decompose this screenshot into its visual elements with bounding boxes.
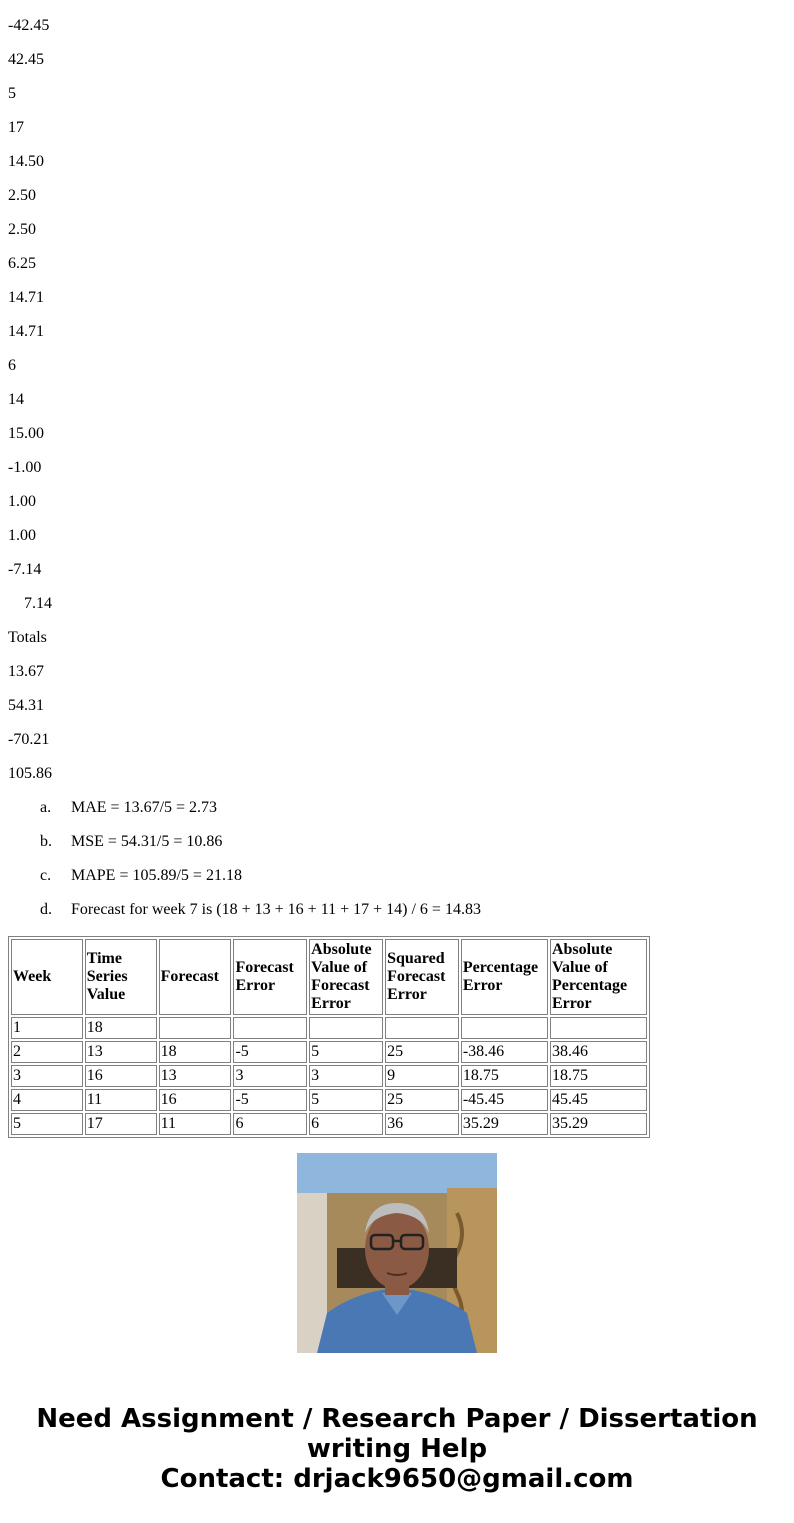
value-line: 1.00 [8,527,36,544]
header-week: Week [11,939,83,1015]
table-cell: 36 [385,1113,459,1135]
forecast-table-container [8,936,650,1132]
contact-banner [0,1404,794,1494]
answer-letter: b. [40,833,52,850]
value-line: -7.14 [8,561,42,578]
banner-line-2: writing Help [306,1434,488,1464]
value-line: 2.50 [8,221,36,238]
value-line: 1.00 [8,493,36,510]
table-cell: -45.45 [461,1089,548,1111]
author-photo [297,1153,497,1353]
table-row [11,1065,647,1087]
header-forecast-error: Forecast Error [233,939,307,1015]
table-cell: 3 [11,1065,83,1087]
value-line: 54.31 [8,697,44,714]
table-cell: 3 [233,1065,307,1087]
table-cell: 25 [385,1041,459,1063]
table-cell: 16 [85,1065,157,1087]
forecast-table [8,936,650,1138]
table-cell [550,1017,647,1039]
answer-letter: d. [40,901,52,918]
answer-text: MAE = 13.67/5 = 2.73 [71,799,218,816]
value-line: 13.67 [8,663,44,680]
table-cell: 25 [385,1089,459,1111]
banner-contact: Contact: drjack9650@gmail.com [160,1464,634,1494]
answer-item [40,901,481,935]
value-line: 105.86 [8,765,52,782]
table-cell: 45.45 [550,1089,647,1111]
value-line: 14.50 [8,153,44,170]
value-line: 15.00 [8,425,44,442]
table-cell: 5 [309,1041,383,1063]
table-cell: 5 [11,1113,83,1135]
table-cell: 13 [85,1041,157,1063]
table-cell: -5 [233,1089,307,1111]
value-line: 14.71 [8,323,44,340]
portrait-image [297,1153,497,1353]
value-line: 2.50 [8,187,36,204]
banner-line-1: Need Assignment / Research Paper / Dissertation [36,1404,758,1434]
table-cell: 13 [159,1065,232,1087]
table-cell [309,1017,383,1039]
value-line: 6.25 [8,255,36,272]
header-forecast: Forecast [159,939,232,1015]
value-line: -1.00 [8,459,42,476]
value-line: 42.45 [8,51,44,68]
value-line: 6 [8,357,16,374]
answer-text: MAPE = 105.89/5 = 21.18 [71,867,242,884]
table-cell: 5 [309,1089,383,1111]
table-cell: 18 [159,1041,232,1063]
value-line: -42.45 [8,17,50,34]
table-cell: 16 [159,1089,232,1111]
answer-item [40,833,481,867]
answer-item [40,799,481,833]
answer-list [40,799,481,935]
table-cell: 35.29 [461,1113,548,1135]
table-row [11,1113,647,1135]
value-line: Totals [8,629,47,646]
table-cell [385,1017,459,1039]
answer-text: Forecast for week 7 is (18 + 13 + 16 + 11 + 17 + 14) / 6 = 14.83 [71,901,481,918]
value-list [8,17,52,799]
table-cell: 35.29 [550,1113,647,1135]
header-abs-percentage-error: Absolute Value of Percentage Error [550,939,647,1015]
table-cell: 17 [85,1113,157,1135]
answer-text: MSE = 54.31/5 = 10.86 [71,833,223,850]
table-cell: 1 [11,1017,83,1039]
table-cell: 11 [159,1113,232,1135]
table-cell [159,1017,232,1039]
table-cell: 18.75 [461,1065,548,1087]
header-squared-forecast-error: Squared Forecast Error [385,939,459,1015]
table-cell [461,1017,548,1039]
header-time-series-value: Time Series Value [85,939,157,1015]
table-cell: 4 [11,1089,83,1111]
table-cell: 6 [233,1113,307,1135]
value-line: 14 [8,391,24,408]
table-cell: -38.46 [461,1041,548,1063]
value-line: 17 [8,119,24,136]
table-cell [233,1017,307,1039]
table-cell: 38.46 [550,1041,647,1063]
value-line: 14.71 [8,289,44,306]
answer-letter: a. [40,799,52,816]
table-cell: 11 [85,1089,157,1111]
table-header-row [11,939,647,1015]
table-cell: 3 [309,1065,383,1087]
answer-item [40,867,481,901]
table-row [11,1017,647,1039]
answer-letter: c. [40,867,52,884]
table-cell: 18 [85,1017,157,1039]
value-line: 7.14 [8,595,52,612]
header-abs-forecast-error: Absolute Value of Forecast Error [309,939,383,1015]
table-row [11,1089,647,1111]
table-cell: 2 [11,1041,83,1063]
value-line: 5 [8,85,16,102]
table-cell: 18.75 [550,1065,647,1087]
table-cell: 6 [309,1113,383,1135]
header-percentage-error: Percentage Error [461,939,548,1015]
table-cell: -5 [233,1041,307,1063]
table-cell: 9 [385,1065,459,1087]
table-row [11,1041,647,1063]
value-line: -70.21 [8,731,50,748]
